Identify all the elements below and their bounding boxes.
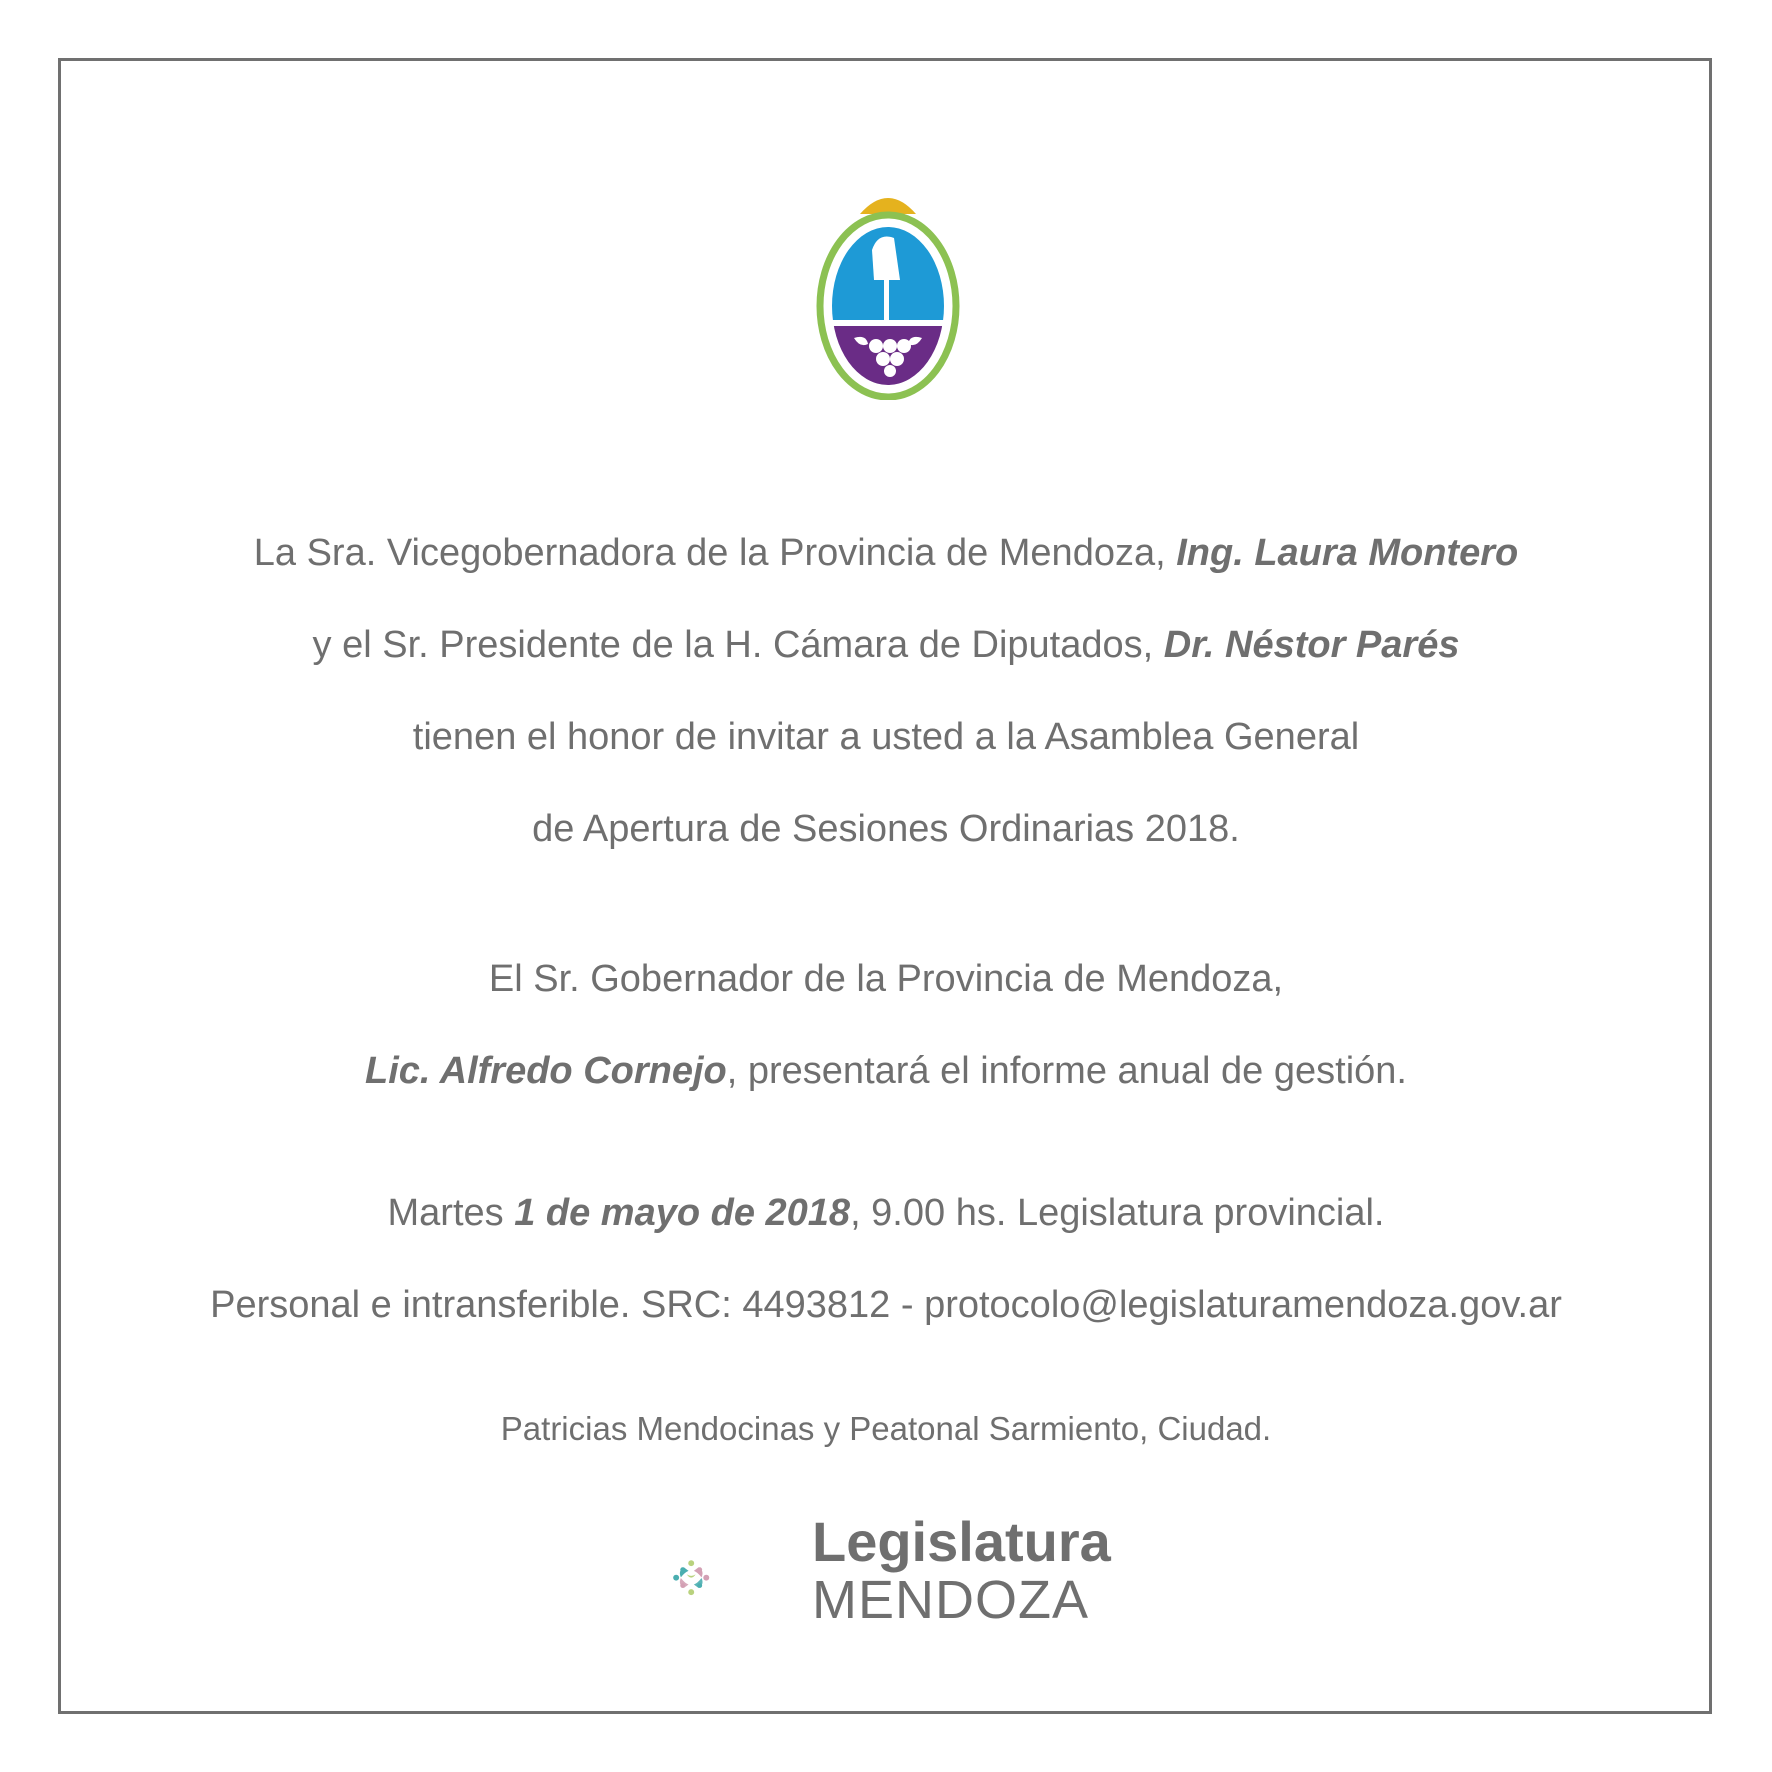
presidente-name: Dr. Néstor Parés: [1163, 624, 1460, 666]
contact-line: Personal e intransferible. SRC: 4493812 - protocolo@legislaturamendoza.gov.ar: [210, 1284, 1562, 1326]
invitation-line-2: [0, 622, 1772, 668]
legislatura-logo-icon: [672, 1515, 802, 1640]
line-1-prefix: La Sra. Vicegobernadora de la Provincia de Mendoza,: [253, 532, 1177, 574]
address-line: Patricias Mendocinas y Peatonal Sarmiento, Ciudad.: [500, 1410, 1272, 1447]
mendoza-crest-icon: [814, 188, 962, 400]
event-date: 1 de mayo de 2018: [514, 1192, 851, 1234]
invitation-line-1: [0, 530, 1772, 576]
gobernador-name: Lic. Alfredo Cornejo: [365, 1050, 727, 1092]
invitation-line-4: de Apertura de Sesiones Ordinarias 2018.: [532, 808, 1240, 850]
event-date-line: [0, 1190, 1772, 1236]
line-6-suffix: , presentará el informe anual de gestión.: [726, 1050, 1407, 1092]
date-prefix: Martes: [387, 1192, 515, 1234]
date-suffix: , 9.00 hs. Legislatura provincial.: [850, 1192, 1385, 1234]
invitation-line-3: tienen el honor de invitar a usted a la Asamblea General: [412, 716, 1360, 758]
vicegobernadora-name: Ing. Laura Montero: [1176, 532, 1519, 574]
line-2-prefix: y el Sr. Presidente de la H. Cámara de Diputados,: [312, 624, 1164, 666]
invitation-line-5: El Sr. Gobernador de la Provincia de Mendoza,: [488, 958, 1284, 1000]
invitation-line-6: [0, 1048, 1772, 1094]
logo-word-legislatura: Legislatura: [812, 1510, 1111, 1573]
logo-word-mendoza: MENDOZA: [812, 1570, 1089, 1630]
logo-symbol: [673, 1560, 709, 1595]
